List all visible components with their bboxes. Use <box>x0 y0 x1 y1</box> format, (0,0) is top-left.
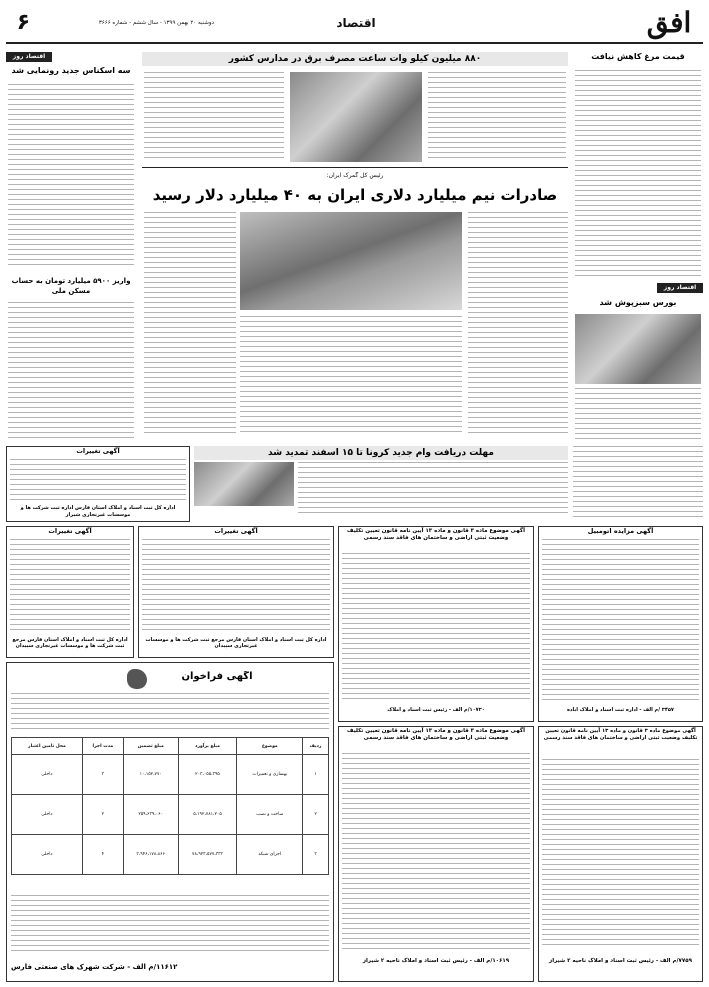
logo: افق <box>646 6 692 39</box>
notice-body <box>542 539 699 705</box>
left-column <box>6 50 136 445</box>
table-header: مدت اجرا <box>82 738 123 755</box>
table-cell: ۱ <box>303 755 329 795</box>
notice-body <box>142 539 330 635</box>
tender-footer-text <box>11 895 329 961</box>
table-cell: ۵،۱۹۲،۷۸۱،۲۰۵ <box>178 795 237 835</box>
top-story-title: ۸۸۰ میلیون کیلو وات ساعت مصرف برق در مدارس کشور <box>142 52 568 66</box>
notice-title: آگهی مزایده اتومبیل <box>587 527 654 535</box>
article-body <box>8 84 134 270</box>
notice-body <box>542 759 699 953</box>
top-story <box>142 50 568 168</box>
table-header: موضوع <box>237 738 303 755</box>
table-cell: اجرای شبکه <box>237 835 303 875</box>
table-row <box>12 755 329 795</box>
tender-intro <box>11 693 329 733</box>
notice-title: آگهی تغییرات <box>48 527 92 535</box>
article-body <box>428 72 566 166</box>
table-header: محل تامین اعتبار <box>12 738 83 755</box>
loan-headline: مهلت دریافت وام جدید کرونا تا ۱۵ اسفند تمدید شد <box>194 446 568 460</box>
meeting-photo <box>290 72 422 162</box>
notice-signature: اداره کل ثبت اسناد و املاک استان فارس مرجع ثبت شرکت ها و موسسات غیرتجاری سپیدان <box>12 637 128 649</box>
article-body <box>468 212 568 438</box>
notice-signature: ۱۰۷۳۰/م الف - رئیس ثبت اسناد و املاک <box>387 707 485 713</box>
notice-land-registry-1 <box>338 526 534 722</box>
notice-body <box>342 553 530 703</box>
notice-title: آگهی تغییرات <box>76 447 120 455</box>
article-body-2 <box>144 72 284 166</box>
notice-body <box>342 753 530 953</box>
loan-body <box>298 462 568 520</box>
tender-table <box>11 737 329 875</box>
table-cell: ۷۸،۹۲۳،۵۷۷،۳۳۳ <box>178 835 237 875</box>
notice-land-registry-3 <box>538 726 703 982</box>
table-header: مبلغ تضمین <box>123 738 178 755</box>
notice-title: آگهی موضوع ماده ۳ قانون و ماده ۱۳ آیین نامه قانون تعیین تکلیف وضعیت ثبتی اراضی و ساختمان های فاقد سند رسمی <box>543 728 698 741</box>
kicker: رئیس کل گمرک ایران: <box>326 172 384 179</box>
table-cell: بهسازی و تعمیرات <box>237 755 303 795</box>
tender-signature: ۱۱۶۱۲/م الف - شرکت شهرک های صنعتی فارس <box>11 963 178 971</box>
section-title: اقتصاد <box>336 16 376 30</box>
notice-land-registry-2 <box>338 726 534 982</box>
table-cell: ۲ <box>82 795 123 835</box>
notice-title: آگهی موضوع ماده ۳ قانون و ماده ۱۳ آیین نامه قانون تعیین تکلیف وضعیت ثبتی اراضی و ساختمان های فاقد سند رسمی <box>347 528 525 541</box>
table-cell: ۱۰،۱۵۲،۷۷۰ <box>123 755 178 795</box>
table-cell: ۲۵۹،۶۳۹،۰۶۰ <box>123 795 178 835</box>
notice-signature: ۱۰۶۱۹/م الف - رئیس ثبت اسناد و املاک ناحیه ۲ شیراز <box>362 958 510 964</box>
masthead <box>6 6 703 44</box>
loan-story <box>194 446 568 522</box>
table-cell: داخلی <box>12 835 83 875</box>
notice-signature: ۳۴۵۷ /م الف - اداره ثبت اسناد و املاک آباده <box>567 707 674 713</box>
notice-changes-1 <box>6 446 190 522</box>
table-cell: ۴ <box>82 835 123 875</box>
province-map-icon <box>127 669 147 689</box>
notice-title: آگهی تغییرات <box>214 527 258 535</box>
notice-changes-2 <box>6 526 134 658</box>
article-body-2 <box>575 388 701 444</box>
article-body-3 <box>240 316 462 436</box>
port-photo <box>240 212 462 310</box>
main-headline: صادرات نیم میلیارد دلاری ایران به ۴۰ میلیارد دلار رسید <box>152 186 558 204</box>
headline-bourse: بورس سبزپوش شد <box>599 298 677 307</box>
section-tag: اقتصاد روز <box>6 52 52 62</box>
page-number: ۶ <box>16 10 30 35</box>
table-row <box>12 835 329 875</box>
tender-table-wrap <box>11 737 329 887</box>
bourse-photo <box>575 314 701 384</box>
notice-signature: اداره کل ثبت اسناد و املاک استان فارس مرجع ثبت شرکت ها و موسسات غیرتجاری سپیدان <box>145 637 327 649</box>
table-cell: ۲ <box>303 795 329 835</box>
notice-title: آگهی موضوع ماده ۳ قانون و ماده ۱۳ آیین نامه قانون تعیین تکلیف وضعیت ثبتی اراضی و ساختمان های فاقد سند رسمی <box>347 728 525 741</box>
table-cell: ۳ <box>303 835 329 875</box>
article-body-2 <box>8 302 134 442</box>
table-header: مبلغ برآورد <box>178 738 237 755</box>
headline-housing-deposit: واریز ۵۹۰۰ میلیارد تومان به حساب مسکن ملی <box>11 277 131 295</box>
notice-body <box>10 539 130 635</box>
table-header-row <box>12 738 329 755</box>
right-column-continued <box>573 446 703 522</box>
headline-banknotes: سه اسکناس جدید رونمایی شد <box>11 66 131 75</box>
notice-changes-3 <box>138 526 334 658</box>
headline-chicken-price: قیمت مرغ کاهش نیافت <box>591 52 685 61</box>
bank-photo <box>194 462 294 506</box>
table-cell: ۲۰۳،۰۵۵،۳۹۵ <box>178 755 237 795</box>
table-row <box>12 795 329 835</box>
date-line: دوشنبه ۲۰ بهمن ۱۳۹۹ - سال ششم - شماره ۳۶۶۶ <box>98 20 214 26</box>
table-cell: ۳،۹۴۶،۱۷۸،۸۶۶ <box>123 835 178 875</box>
section-tag: اقتصاد روز <box>657 283 703 293</box>
notice-signature: ۷۷۵۹/م الف - رئیس ثبت اسناد و املاک ناحیه ۲ شیراز <box>549 958 692 964</box>
table-cell: داخلی <box>12 795 83 835</box>
table-cell: ساخت و نصب <box>237 795 303 835</box>
tender-notice <box>6 662 334 982</box>
table-header: ردیف <box>303 738 329 755</box>
table-cell: ۳ <box>82 755 123 795</box>
notice-car-auction <box>538 526 703 722</box>
article-body <box>575 70 701 280</box>
article-body-2 <box>144 212 236 438</box>
notice-body <box>10 459 186 503</box>
right-column <box>573 50 703 445</box>
notice-signature: اداره کل ثبت اسناد و املاک استان فارس اداره ثبت شرکت ها و موسسات غیرتجاری شیراز <box>20 505 176 518</box>
table-cell: داخلی <box>12 755 83 795</box>
main-story <box>142 172 568 440</box>
tender-title: آگهی فراخوان <box>181 671 253 682</box>
